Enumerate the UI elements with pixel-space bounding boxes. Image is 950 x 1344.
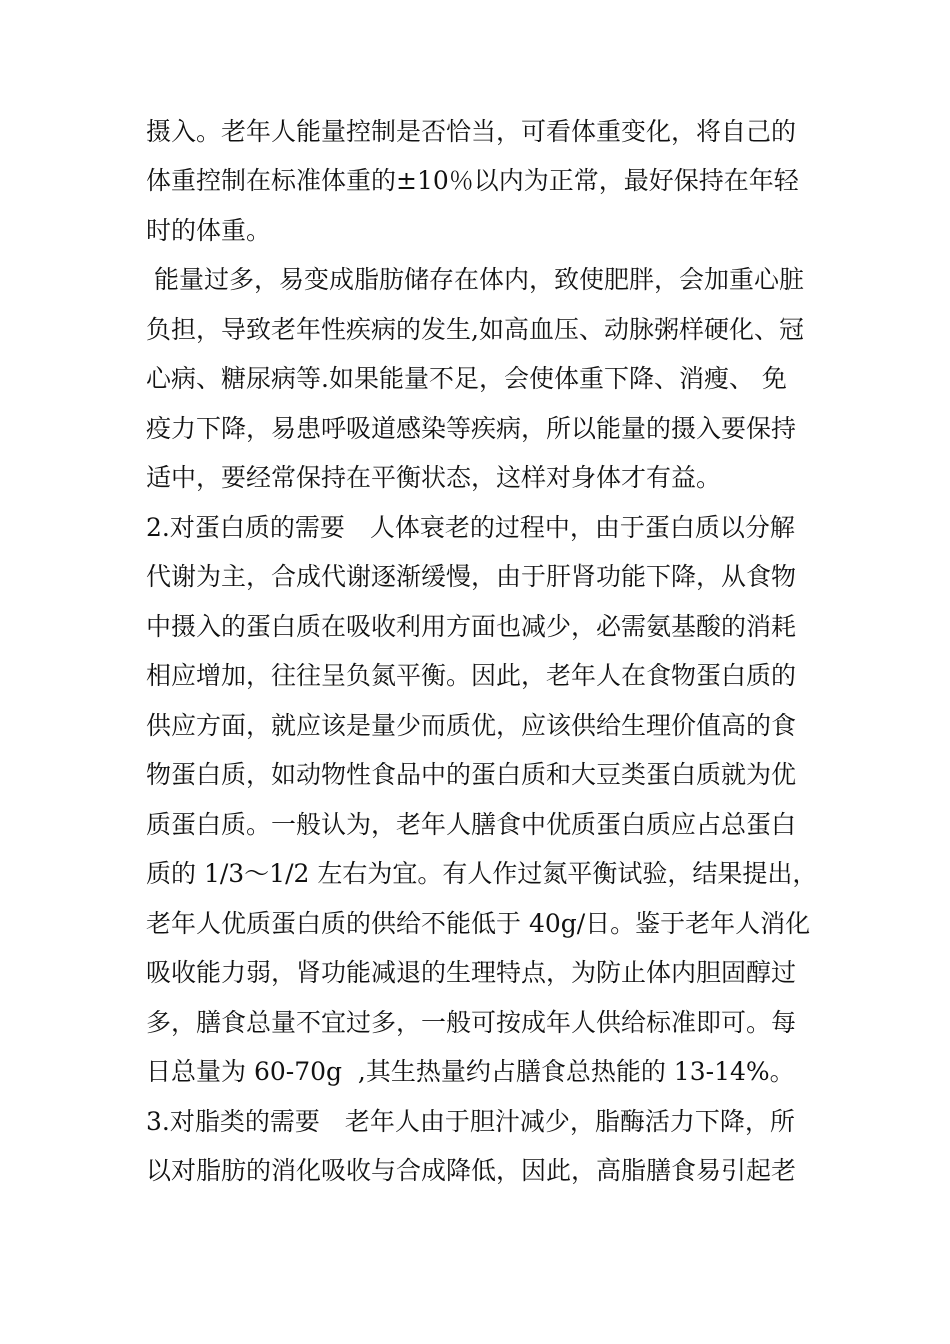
- text-line: 老年人优质蛋白质的供给不能低于 40g/日。鉴于老年人消化: [146, 909, 811, 938]
- text-line: 中摄入的蛋白质在吸收利用方面也减少，必需氨基酸的消耗: [146, 612, 797, 641]
- text-line: 质蛋白质。一般认为，老年人膳食中优质蛋白质应占总蛋白: [146, 810, 797, 839]
- text-line: 质的 1/3～1/2 左右为宜。有人作过氮平衡试验，结果提出，: [146, 859, 818, 888]
- text-line: 2.对蛋白质的需要 人体衰老的过程中，由于蛋白质以分解: [146, 513, 795, 542]
- text-line: 负担，导致老年性疾病的发生,如高血压、动脉粥样硬化、冠: [146, 315, 804, 344]
- text-line: 多，膳食总量不宜过多，一般可按成年人供给标准即可。每: [146, 1008, 797, 1037]
- text-line: 能量过多，易变成脂肪储存在体内，致使肥胖，会加重心脏: [146, 265, 804, 294]
- text-line: 物蛋白质，如动物性食品中的蛋白质和大豆类蛋白质就为优: [146, 760, 797, 789]
- text-line: 相应增加，往往呈负氮平衡。因此，老年人在食物蛋白质的: [146, 661, 797, 690]
- text-line: 时的体重。: [146, 216, 272, 245]
- text-line: 摄入。老年人能量控制是否恰当，可看体重变化，将自己的: [146, 117, 797, 146]
- text-line: 供应方面，就应该是量少而质优，应该供给生理价值高的食: [146, 711, 797, 740]
- text-line: 代谢为主，合成代谢逐渐缓慢，由于肝肾功能下降，从食物: [146, 562, 797, 591]
- text-line: 吸收能力弱，肾功能减退的生理特点，为防止体内胆固醇过: [146, 958, 797, 987]
- text-line: 适中，要经常保持在平衡状态，这样对身体才有益。: [146, 463, 722, 492]
- text-line: 日总量为 60-70g ,其生热量约占膳食总热能的 13-14%。: [146, 1057, 795, 1086]
- text-line: 体重控制在标准体重的±10％以内为正常，最好保持在年轻: [146, 166, 799, 195]
- text-line: 以对脂肪的消化吸收与合成降低，因此，高脂膳食易引起老: [146, 1156, 797, 1185]
- text-line: 3.对脂类的需要 老年人由于胆汁减少，脂酶活力下降，所: [146, 1107, 795, 1136]
- text-line: 疫力下降，易患呼吸道感染等疾病，所以能量的摄入要保持: [146, 414, 797, 443]
- text-line: 心病、糖尿病等.如果能量不足，会使体重下降、消瘦、 免: [146, 364, 787, 393]
